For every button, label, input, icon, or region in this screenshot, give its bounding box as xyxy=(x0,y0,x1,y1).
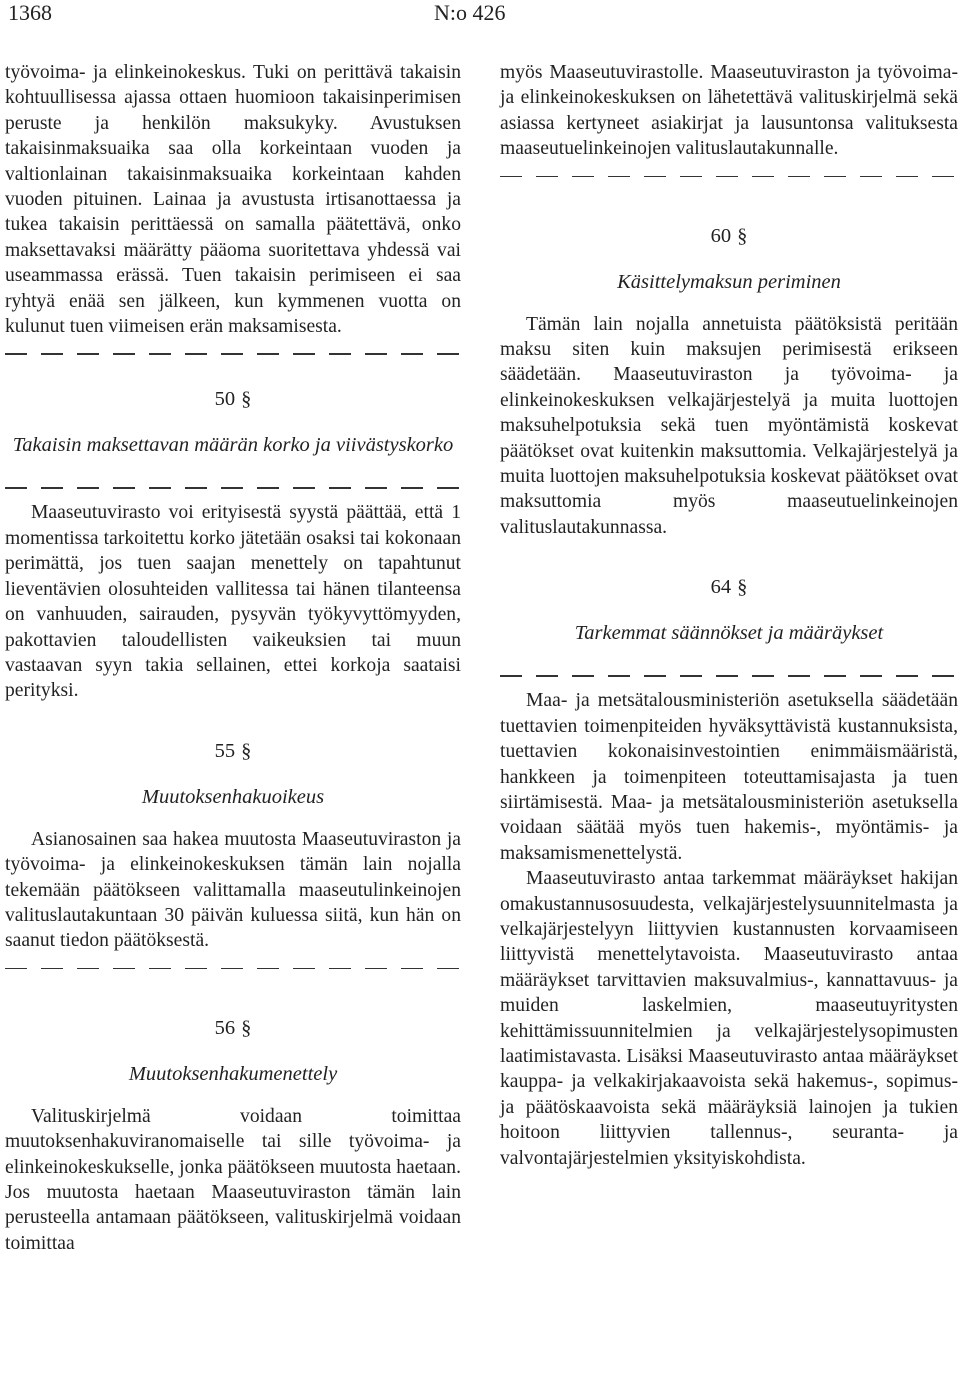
section-text-64-part2: Maaseutuvirasto antaa tarkemmat määräykset hakijan omakustannusosuudesta, velkajärjestelysuunnitelmasta ja velkajärjestelyyn liittyvien kustannusten korvaamiseen liittyvistä menettelytavoista. Maaseutuvirasto antaa määräykset tarvittavien maksuvalmius-, kannattavuus- ja muiden laskelmien, maaseutuyritysten kehittämissuunnitelmien ja velkajärjestelysopimusten laatimistavasta. Lisäksi Maaseutuvirasto antaa määräykset kauppa- ja velkakirjakaavoista sekä hakemus-, sopimus- ja päätöskaavoista sekä määräyksiä lainojen ja tukien hoitoon liittyvien tallennus-, seuranta- ja valvontajärjestelmien yksityiskohdista. xyxy=(500,868,958,1169)
section-text-64-part1: Maa- ja metsätalousministeriön asetuksella säädetään tuettavien toimenpiteiden hyväksyttävistä kustannuksista, tuettavien kokonaisinvestointien enimmäismääristä, hankkeen ja toimenpiteen toteuttamisajasta ja tuen siirtämisestä. Maa- ja metsätalousministeriön asetuksella voidaan säätää myös tuen hakemis-, myöntämis- ja maksamismenettelystä. xyxy=(500,690,958,864)
issue-number: N:o 426 xyxy=(434,0,506,25)
left-column xyxy=(5,60,461,1256)
section-number-55: 55 § xyxy=(214,739,252,762)
section-number-64: 64 § xyxy=(710,576,748,599)
section-text-55: Asianosainen saa hakea muutosta Maaseutuviraston ja työvoima- ja elinkeinokeskuksen tämän lain nojalla tekemään päätökseen valittamalla maaseutulinkeinojen valituslautakuntaan 30 päivän kuluessa siitä, kun hän on saanut tiedon päätöksestä. xyxy=(5,828,461,952)
section-number-60: 60 § xyxy=(710,224,748,247)
omission-dashes xyxy=(5,341,461,366)
omission-dashes xyxy=(500,164,958,189)
section-heading-50: Takaisin maksettavan määrän korko ja viivästyskorko xyxy=(12,434,454,457)
right-column xyxy=(500,60,958,1171)
section-number-56: 56 § xyxy=(214,1016,252,1039)
section-number-50: 50 § xyxy=(214,388,252,411)
section-text-60: Tämän lain nojalla annetuista päätöksistä peritään maksu siten kuin maksujen perimisestä erikseen säädetään. Maaseutuviraston ja työvoima- ja elinkeinokeskuksen velkajärjestelyä ja muita luottojen maksuhelpotuksia sekä tuen myöntämistä koskevat päätökset ovat kuitenkin maksuttomia. Velkajärjestelyä ja muita luottojen maksuhelpotuksia koskevat päätökset ovat maksuttomia myös maaseutuelinkeinojen valituslautakunnassa. xyxy=(500,313,958,538)
page-header xyxy=(0,0,960,26)
omission-dashes xyxy=(5,475,461,500)
section-heading-64: Tarkemmat säännökset ja määräykset xyxy=(574,622,884,645)
paragraph-intro-right: myös Maaseutuvirastolle. Maaseutuviraston ja työvoima- ja elinkeinokeskuksen on lähetettävä valituskirjelmä sekä asiassa kertyneet asiakirjat ja lausuntonsa valituksesta maaseutuelinkeinojen valituslautakunnalle. xyxy=(500,62,958,160)
section-heading-55: Muutoksenhakuoikeus xyxy=(141,785,325,808)
section-heading-56: Muutoksenhakumenettely xyxy=(128,1062,338,1085)
omission-dashes xyxy=(500,663,958,688)
section-heading-60: Käsittelymaksun periminen xyxy=(617,270,841,293)
paragraph-intro-left: työvoima- ja elinkeinokeskus. Tuki on perittävä takaisin kohtuullisessa ajassa ottaen huomioon takaisinperimisen peruste ja henkilön maksukyky. Avustuksen takaisinmaksuaika saa olla korkeintaan vuoden ja valtionlainan takaisinmaksuaika korkeintaan kahden vuoden pituinen. Lainaa ja avustusta irtisanottaessa ja tukea takaisin perittäessä on samalla päätettävä, onko maksettavaksi määrätty pääoma suoritettava yhdessä vai useammassa erässä. Tuen takaisin perimiseen ei saa ryhtyä enää sen jälkeen, kun kymmenen vuotta on kulunut tuen viimeisen erän maksamisesta. xyxy=(5,62,461,338)
section-text-56: Valituskirjelmä voidaan toimittaa muutoksenhakuviranomaiselle tai sille työvoima- ja elinkeinokeskukselle, jonka päätökseen muutosta haetaan. Jos muutosta haetaan Maaseutuviraston tämän lain perusteella antamaan päätökseen, valituskirjelmä voidaan toimittaa xyxy=(5,1105,461,1254)
omission-dashes xyxy=(5,956,461,981)
page-number: 1368 xyxy=(8,0,52,25)
section-text-50: Maaseutuvirasto voi erityisestä syystä päättää, että 1 momentissa tarkoitettu korko jätetään osaksi tai kokonaan perimättä, jos tuen saajan menettely on tapahtunut lieventävien olosuhteiden vallitessa tai hänen tilanteensa on vanhuuden, sairauden, pysyvän työkyvyttömyyden, pakottavien taloudellisten vaikeuksien tai muun vastaavan syyn takia sellainen, ettei korkoja saataisi perityksi. xyxy=(5,502,461,702)
